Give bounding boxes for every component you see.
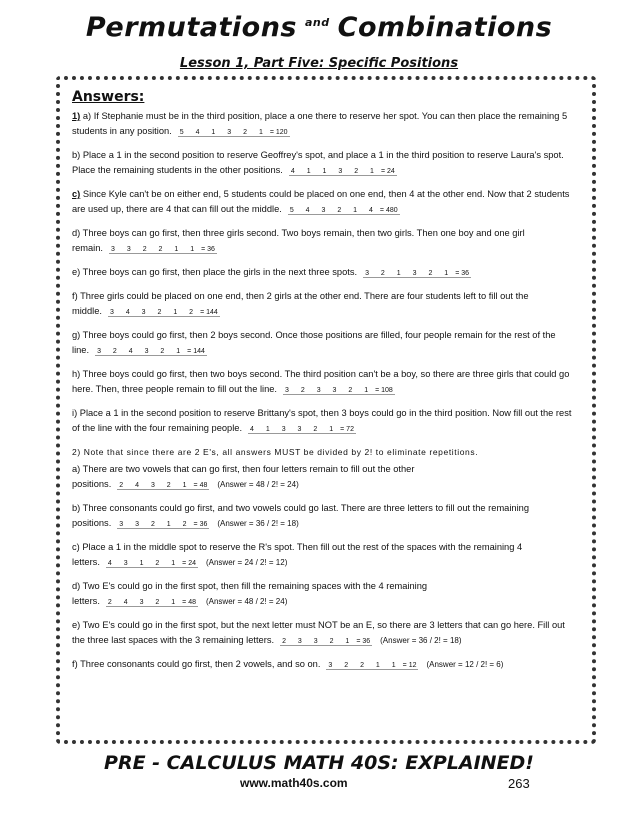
work-digits: 3 2 4 3 2 1: [97, 348, 186, 355]
answer-item: [72, 289, 576, 320]
work-result: = 108: [375, 387, 393, 394]
page-number: 263: [508, 776, 530, 791]
work-digits: 2 4 3 2 1: [119, 482, 192, 489]
work-line: [95, 348, 207, 356]
divided-answer: (Answer = 12 / 2! = 6): [426, 660, 504, 669]
work-digits: 3 2 3 3 2 1: [285, 387, 374, 394]
divided-answer: (Answer = 36 / 2! = 18): [217, 519, 299, 528]
work-line: [288, 207, 400, 215]
answer-item: [72, 618, 576, 649]
work-result: = 12: [402, 662, 417, 669]
item-text: h) Three boys could go first, then two boys second. The third position can't be a boy, so there are three girls that could go here. Then, three people remain to fill out the line.: [72, 369, 570, 394]
title-and: and: [305, 16, 330, 29]
work-result: = 480: [379, 207, 398, 214]
answer-item: [72, 265, 576, 281]
lesson-subtitle: Lesson 1, Part Five: Specific Positions: [179, 56, 459, 71]
answer-item: [72, 406, 576, 437]
work-line: [117, 482, 209, 490]
item-text: f) Three girls could be placed on one end, then 2 girls at the other end. There are four students left to fill out the middle.: [72, 291, 529, 316]
work-result: = 36: [201, 246, 215, 253]
answer-item: [72, 226, 576, 257]
work-digits: 4 1 3 3 2 1: [250, 426, 339, 433]
work-result: = 24: [182, 560, 196, 567]
item-text: c) Place a 1 in the middle spot to reserve the R's spot. Then fill out the rest of the spaces with the remaining 4 letters.: [72, 542, 523, 567]
answer-item: [72, 540, 576, 571]
answer-item: [72, 579, 576, 610]
work-result: = 120: [269, 129, 288, 136]
divided-answer: (Answer = 36 / 2! = 18): [380, 636, 462, 645]
answer-item: [72, 148, 576, 179]
answer-item: [72, 328, 576, 359]
work-digits: 3 4 3 2 1 2: [109, 309, 199, 316]
work-result: = 48: [182, 599, 196, 606]
item-text: Since Kyle can't be on either end, 5 students could be placed on one end, then 4 at the other end. Now that 2 students are used up, there are 4 that can fill out the middle.: [72, 189, 570, 214]
work-result: = 144: [187, 348, 205, 355]
divided-answer: (Answer = 48 / 2! = 24): [205, 597, 288, 606]
work-line: [363, 270, 471, 278]
item-text: e) Three boys can go first, then place the girls in the next three spots.: [72, 267, 358, 277]
footer-banner: PRE - CALCULUS MATH 40S: EXPLAINED!: [104, 752, 534, 774]
work-digits: 4 3 1 2 1: [107, 560, 181, 567]
work-digits: 4 1 1 3 2 1: [290, 168, 379, 175]
work-line: [106, 599, 198, 607]
item-text: e) Two E's could go in the first spot, but the next letter must NOT be an E, so there are 3 letters that can go here. Fill out the three last spaces with the 3 remaining letters.: [72, 620, 565, 645]
work-line: [178, 129, 290, 137]
work-digits: 3 2 2 1 1: [328, 662, 401, 669]
answer-item: [72, 187, 576, 218]
title-left: Permutations: [85, 12, 297, 43]
work-result: = 144: [200, 309, 218, 316]
item-text: a) There are two vowels that can go first, then four letters remain to fill out the other positions.: [72, 464, 415, 489]
item-text: f) Three consonants could go first, then 2 vowels, and so on.: [72, 659, 321, 669]
answers-part-2: [72, 462, 576, 673]
work-digits: 3 2 1 3 2 1: [365, 270, 454, 277]
work-digits: 2 3 3 2 1: [282, 638, 355, 645]
work-digits: 3 3 2 2 1 1: [111, 246, 200, 253]
work-line: [108, 309, 220, 317]
work-result: = 36: [356, 638, 371, 645]
answer-item: [72, 109, 576, 140]
work-result: = 24: [380, 168, 395, 175]
work-digits: 2 4 3 2 1: [107, 599, 181, 606]
item-text: d) Two E's could go in the first spot, then fill the remaining spaces with the 4 remaining letters.: [72, 581, 428, 606]
work-line: [289, 168, 397, 176]
work-line: [280, 638, 372, 646]
repetition-note: 2) Note that since there are 2 E's, all answers MUST be divided by 2! to eliminate repetitions.: [72, 447, 479, 457]
divided-answer: (Answer = 24 / 2! = 12): [205, 558, 288, 567]
work-digits: 5 4 3 2 1 4: [289, 207, 378, 214]
answers-content: [72, 90, 576, 681]
work-result: = 72: [340, 426, 354, 433]
item-label: 1): [72, 111, 81, 121]
answers-heading: Answers:: [72, 89, 145, 105]
title-right: Combinations: [337, 12, 553, 43]
divided-answer: (Answer = 48 / 2! = 24): [217, 480, 299, 489]
work-line: [117, 521, 209, 529]
work-result: = 36: [455, 270, 470, 277]
work-result: = 48: [193, 482, 208, 489]
answers-part-1: [72, 109, 576, 437]
footer-url: www.math40s.com: [240, 776, 348, 790]
work-digits: 3 3 2 1 2: [119, 521, 192, 528]
item-text: a) If Stephanie must be in the third position, place a one there to reserve her spot. You can then place the remaining 5 students in any position.: [72, 111, 568, 136]
answer-item: [72, 367, 576, 398]
item-text: b) Place a 1 in the second position to reserve Geoffrey's spot, and place a 1 in the third position to reserve Laura's spot. Place the remaining students in the other positions.: [72, 150, 564, 175]
work-line: [283, 387, 395, 395]
work-digits: 5 4 1 3 2 1: [179, 129, 268, 136]
work-line: [109, 246, 217, 254]
item-text: d) Three boys can go first, then three girls second. Two boys remain, then two girls. Then one boy and one girl remain.: [72, 228, 525, 253]
work-line: [326, 662, 418, 670]
work-result: = 36: [193, 521, 208, 528]
answer-item: [72, 501, 576, 532]
answer-item: [72, 657, 576, 673]
work-line: [106, 560, 198, 568]
item-text: g) Three boys could go first, then 2 boys second. Once those positions are filled, four people remain for the rest of the line.: [72, 330, 556, 355]
item-text: b) Three consonants could go first, and two vowels could go last. There are three letters to fill out the remaining positions.: [72, 503, 530, 528]
work-line: [248, 426, 356, 434]
answer-item: [72, 462, 576, 493]
item-label: c): [72, 189, 81, 199]
item-text: i) Place a 1 in the second position to reserve Brittany's spot, then 3 boys could go in the third position. Now fill out the rest of the line with the four remaining people.: [72, 408, 572, 433]
page-title: [0, 12, 638, 43]
